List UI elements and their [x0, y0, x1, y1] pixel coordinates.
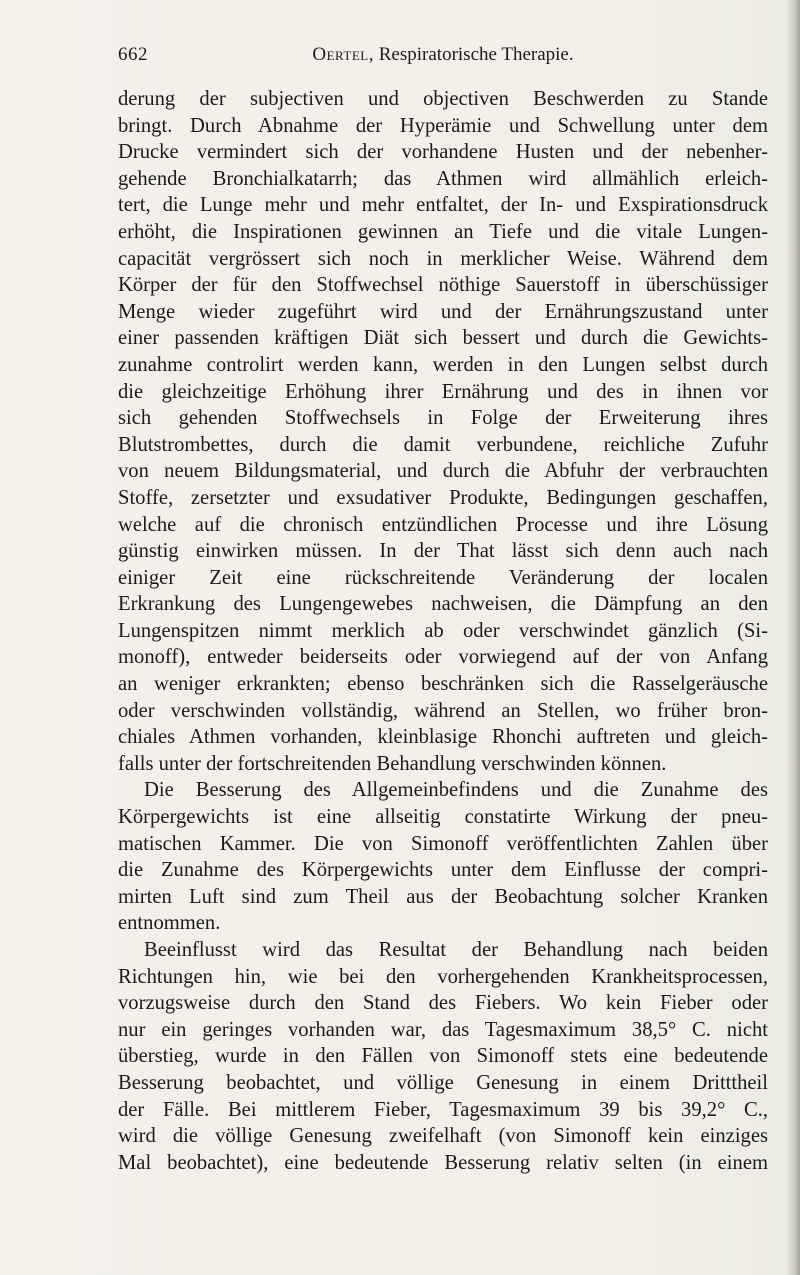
- text-line: günstig einwirken müssen. In der That lässt sich denn auch nach: [118, 540, 768, 563]
- running-head: [118, 44, 768, 70]
- text-line: Erkrankung des Lungengewebes nachweisen, die Dämpfung an den: [118, 593, 768, 616]
- text-line: tert, die Lunge mehr und mehr entfaltet, der In- und Exspirationsdruck: [118, 194, 768, 217]
- text-line: bringt. Durch Abnahme der Hyperämie und Schwellung unter dem: [118, 114, 768, 137]
- text-line: Besserung beobachtet, und völlige Genesung in einem Dritttheil: [118, 1071, 768, 1094]
- text-line: die gleichzeitige Erhöhung ihrer Ernährung und des in ihnen vor: [118, 380, 768, 403]
- body-text: [118, 86, 768, 1176]
- text-line: der Fälle. Bei mittlerem Fieber, Tagesmaximum 39 bis 39,2° C.,: [118, 1098, 768, 1121]
- text-line: zunahme controlirt werden kann, werden in den Lungen selbst durch: [118, 353, 768, 376]
- header-title: [118, 44, 768, 66]
- text-line: chiales Athmen vorhanden, kleinblasige Rhonchi auftreten und gleich-: [118, 726, 768, 749]
- text-line: an weniger erkrankten; ebenso beschränken sich die Rasselgeräusche: [118, 673, 768, 696]
- text-line: einer passenden kräftigen Diät sich bessert und durch die Gewichts-: [118, 327, 768, 350]
- text-line: Beeinflusst wird das Resultat der Behandlung nach beiden: [144, 939, 768, 961]
- text-line: nur ein geringes vorhanden war, das Tagesmaximum 38,5° C. nicht: [118, 1018, 768, 1041]
- text-line: falls unter der fortschreitenden Behandlung verschwinden können.: [118, 752, 667, 775]
- text-line: matischen Kammer. Die von Simonoff veröffentlichten Zahlen über: [118, 832, 768, 855]
- header-author: Oertel,: [312, 44, 374, 65]
- text-line: vorzugsweise durch den Stand des Fiebers. Wo kein Fieber oder: [118, 992, 768, 1015]
- text-line: einiger Zeit eine rückschreitende Veränderung der localen: [118, 566, 768, 589]
- text-line: mirten Luft sind zum Theil aus der Beobachtung solcher Kranken: [118, 885, 768, 908]
- text-line: capacität vergrössert sich noch in merklicher Weise. Während dem: [118, 247, 768, 270]
- text-line: Drucke vermindert sich der vorhandene Husten und der nebenher-: [118, 141, 768, 164]
- text-line: derung der subjectiven und objectiven Beschwerden zu Stande: [118, 88, 768, 110]
- text-line: oder verschwinden vollständig, während an Stellen, wo früher bron-: [118, 699, 768, 722]
- text-line: Die Besserung des Allgemeinbefindens und die Zunahme des: [144, 779, 768, 802]
- text-line: welche auf die chronisch entzündlichen Processe und ihre Lösung: [118, 513, 768, 536]
- header-chapter-title: Respiratorische Therapie.: [378, 44, 574, 65]
- text-line: erhöht, die Inspirationen gewinnen an Tiefe und die vitale Lungen-: [118, 220, 768, 243]
- text-line: Menge wieder zugeführt wird und der Ernährungszustand unter: [118, 300, 768, 323]
- text-line: Körper der für den Stoffwechsel nöthige Sauerstoff in überschüssiger: [118, 274, 768, 297]
- text-line: entnommen.: [118, 912, 221, 935]
- text-line: Mal beobachtet), eine bedeutende Besserung relativ selten (in einem: [118, 1151, 768, 1174]
- text-line: Stoffe, zersetzter und exsudativer Produkte, Bedingungen geschaffen,: [118, 486, 768, 509]
- text-line: gehende Bronchialkatarrh; das Athmen wird allmählich erleich-: [118, 167, 768, 190]
- text-line: sich gehenden Stoffwechsels in Folge der Erweiterung ihres: [118, 407, 768, 430]
- page-edge-shadow: [786, 0, 800, 1275]
- text-line: Körpergewichts ist eine allseitig constatirte Wirkung der pneu-: [118, 806, 768, 829]
- text-line: Lungenspitzen nimmt merklich ab oder verschwindet gänzlich (Si-: [118, 619, 768, 642]
- text-line: von neuem Bildungsmaterial, und durch die Abfuhr der verbrauchten: [118, 460, 768, 483]
- text-line: monoff), entweder beiderseits oder vorwiegend auf der von Anfang: [118, 646, 768, 669]
- text-line: Blutstrombettes, durch die damit verbundene, reichliche Zufuhr: [118, 433, 768, 456]
- text-line: Richtungen hin, wie bei den vorhergehenden Krankheitsprocessen,: [118, 965, 768, 988]
- page-number: 662: [118, 44, 148, 65]
- text-line: überstieg, wurde in den Fällen von Simonoff stets eine bedeutende: [118, 1045, 768, 1068]
- text-line: die Zunahme des Körpergewichts unter dem Einflusse der compri-: [118, 859, 768, 882]
- text-line: wird die völlige Genesung zweifelhaft (von Simonoff kein einziges: [118, 1125, 768, 1148]
